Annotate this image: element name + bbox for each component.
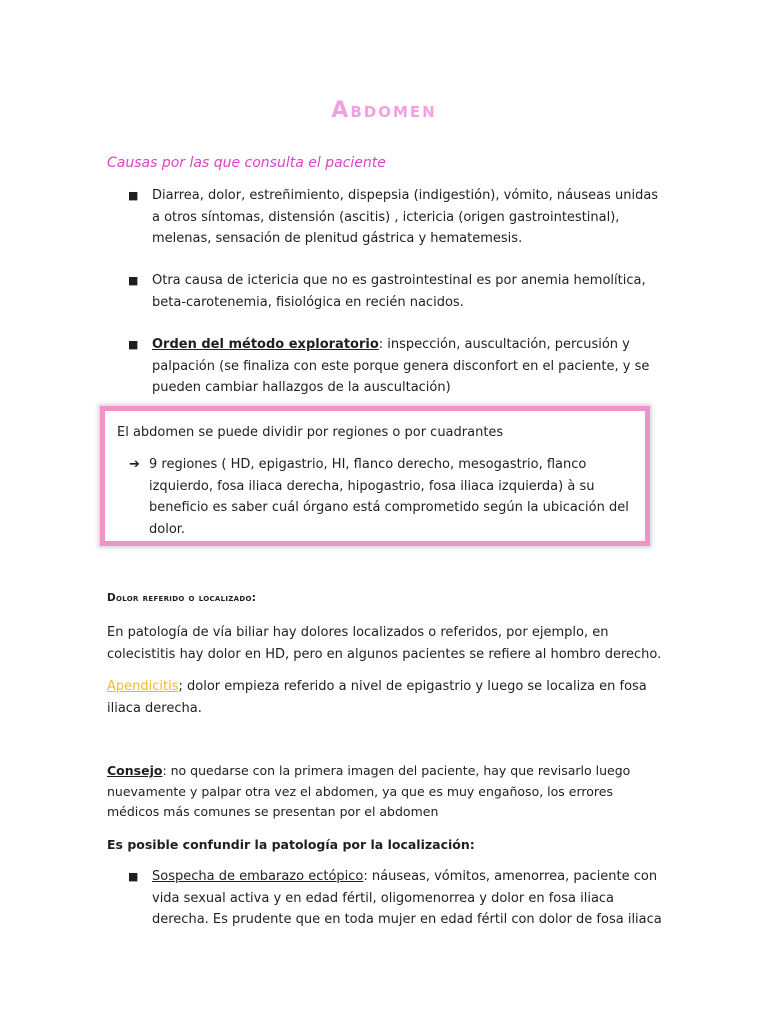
bullet-icon: ■ <box>128 274 139 287</box>
bold-statement: Es posible confundir la patología por la localización: <box>107 837 475 852</box>
list-item <box>128 334 664 399</box>
list-item-text <box>152 866 664 931</box>
bullet-icon: ■ <box>128 189 139 202</box>
apendicitis-highlight: Apendicitis <box>107 679 179 694</box>
paragraph <box>107 761 667 823</box>
section-subtitle: Causas por las que consulta el paciente <box>107 155 386 171</box>
list-item <box>128 270 664 313</box>
section-heading: Dolor referido o localizado: <box>107 592 257 604</box>
page-title: Abdomen <box>331 98 437 123</box>
arrow-list-item <box>129 454 634 540</box>
arrow-item-text: 9 regiones ( HD, epigastrio, HI, flanco derecho, mesogastrio, flanco izquierdo, fosa iliaca derecha, hipogastrio, fosa iliaca izquierda) à su beneficio es saber cuál órgano está comprometido según la ubicación del dolor. <box>149 457 629 537</box>
ectopic-text: : náuseas, vómitos, amenorrea, paciente con vida sexual activa y en edad fértil, oligomenorrea y dolor en fosa iliaca derecha. Es prudente que en toda mujer en edad fértil con dolor de fosa iliaca <box>152 869 662 927</box>
highlight-box <box>100 406 650 546</box>
paragraph <box>107 676 667 719</box>
arrow-right-icon: ➔ <box>129 457 140 472</box>
box-lead: El abdomen se puede dividir por regiones o por cuadrantes <box>117 425 504 440</box>
list-item-text: Diarrea, dolor, estreñimiento, dispepsia (indigestión), vómito, náuseas unidas a otros síntomas, distensión (ascitis) , ictericia (origen gastrointestinal), melenas, sensación de plenitud gástrica y hematemesis. <box>152 188 659 246</box>
list-item-text <box>152 334 664 399</box>
list-item <box>128 185 664 250</box>
apendicitis-text: ; dolor empieza referido a nivel de epigastrio y luego se localiza en fosa iliaca derecha. <box>107 679 647 716</box>
list-item-text: Otra causa de ictericia que no es gastrointestinal es por anemia hemolítica, beta-carotenemia, fisiológica en recién nacidos. <box>152 273 646 310</box>
consejo-label: Consejo <box>107 763 163 778</box>
consejo-text: : no quedarse con la primera imagen del paciente, hay que revisarlo luego nuevamente y palpar otra vez el abdomen, ya que es muy engañoso, los errores médicos más comunes se presentan por el abdomen <box>107 763 631 819</box>
bullet-icon: ■ <box>128 338 139 351</box>
list-item <box>128 866 664 931</box>
ectopic-label: Sospecha de embarazo ectópico <box>152 869 364 884</box>
method-order-label: Orden del método exploratorio <box>152 337 379 352</box>
paragraph: En patología de vía biliar hay dolores localizados o referidos, por ejemplo, en colecistitis hay dolor en HD, pero en algunos pacientes se refiere al hombro derecho. <box>107 625 662 662</box>
bullet-icon: ■ <box>128 870 139 883</box>
method-order-text: : inspección, auscultación, percusión y palpación (se finaliza con este porque genera disconfort en el paciente, y se pueden cambiar hallazgos de la auscultación) <box>152 337 650 395</box>
